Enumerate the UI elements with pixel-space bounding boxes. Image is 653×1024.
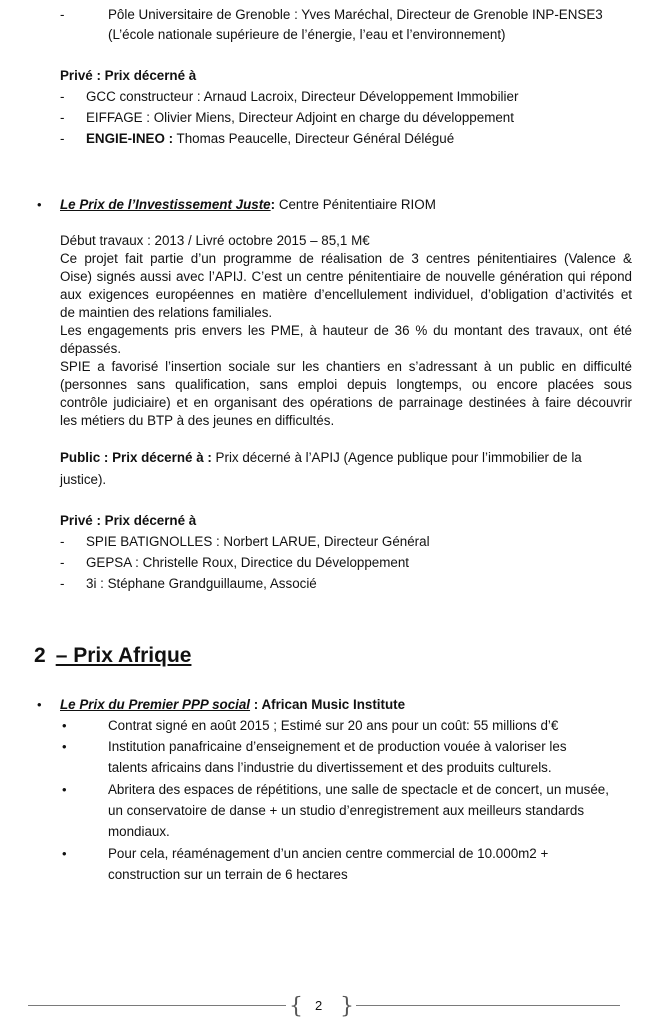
dash-marker: - <box>60 131 65 146</box>
bullet-marker: • <box>37 197 42 212</box>
footer-bracket-left: { <box>289 994 303 1019</box>
list-item-text: SPIE BATIGNOLLES : Norbert LARUE, Directeur Général <box>86 534 430 549</box>
list-item-text: 3i : Stéphane Grandguillaume, Associé <box>86 576 317 591</box>
page-number: 2 <box>315 998 323 1013</box>
list-item-text: Abritera des espaces de répétitions, une salle de spectacle et de concert, un musée, <box>108 782 609 797</box>
paragraph-line: Les engagements pris envers les PME, à hauteur de 36 % du montant des travaux, ont été <box>60 323 632 338</box>
paragraph-line: SPIE a favorisé l’insertion sociale sur les chantiers en s’adressant à un public en difficulté <box>60 359 632 374</box>
public-text-continuation: justice). <box>60 472 107 487</box>
dash-marker: - <box>60 576 65 591</box>
paragraph-line: de maintien des relations familiales. <box>60 305 273 320</box>
paragraph-pme <box>60 322 632 358</box>
list-item-text: mondiaux. <box>108 824 170 839</box>
list-item-text: construction sur un terrain de 6 hectares <box>108 867 348 882</box>
bullet-marker: • <box>62 846 67 861</box>
paragraph-line: contrôle judiciaire) et en organisant des opérations de parrainage destinées à faire découvrir <box>60 395 632 410</box>
list-item-text: EIFFAGE : Olivier Miens, Directeur Adjoint en charge du développement <box>86 110 514 125</box>
public-text: Prix décerné à l’APIJ (Agence publique pour l’immobilier de la <box>211 450 582 465</box>
footer-rule-right <box>356 1005 620 1006</box>
prive-heading: Privé : Prix décerné à <box>60 68 197 83</box>
prize-subject: : African Music Institute <box>250 697 406 712</box>
dates-line: Début travaux : 2013 / Livré octobre 2015 – 85,1 M€ <box>60 233 370 248</box>
footer-rule-left <box>28 1005 286 1006</box>
list-item-text <box>86 130 454 148</box>
list-item-text: Pour cela, réaménagement d’un ancien centre commercial de 10.000m2 + <box>108 846 549 861</box>
dash-marker: - <box>60 555 65 570</box>
prize-title-colon: : <box>270 197 276 212</box>
list-item-text: talents africains dans l’industrie du divertissement et des produits culturels. <box>108 760 552 775</box>
prize-title: Le Prix du Premier PPP social <box>60 697 251 712</box>
prize-subject: Centre Pénitentiaire RIOM <box>275 197 436 212</box>
bullet-marker: • <box>37 697 42 712</box>
dash-marker: - <box>60 7 65 22</box>
paragraph-line: Oise) signés aussi avec l’APIJ. C’est un centre pénitentiaire de nouvelle génération qui répond <box>60 269 632 284</box>
dash-marker: - <box>60 110 65 125</box>
prive-heading: Privé : Prix décerné à <box>60 513 197 528</box>
dash-marker: - <box>60 89 65 104</box>
section-heading <box>34 643 191 669</box>
section-number: 2 <box>34 644 46 667</box>
list-item-text: un conservatoire de danse + un studio d’enregistrement aux meilleurs standards <box>108 803 585 818</box>
paragraph-line: dépassés. <box>60 341 122 356</box>
paragraph-insertion <box>60 358 632 430</box>
paragraph-programme <box>60 250 632 322</box>
prize-title: Le Prix de l’Investissement Juste <box>60 197 271 212</box>
company-name: ENGIE-INEO : <box>86 131 174 146</box>
paragraph-line: Ce projet fait partie d’un programme de réalisation de 3 centres pénitentiaires (Valence & <box>60 251 632 266</box>
public-heading-line <box>60 449 582 467</box>
bullet-marker: • <box>62 739 67 754</box>
list-item-text: Pôle Universitaire de Grenoble : Yves Maréchal, Directeur de Grenoble INP-ENSE3 <box>108 7 603 22</box>
dash-marker: - <box>60 534 65 549</box>
bullet-marker: • <box>62 782 67 797</box>
bullet-marker: • <box>62 718 67 733</box>
paragraph-line: les métiers du BTP à des jeunes en difficultés. <box>60 413 335 428</box>
prize-title-line <box>60 696 405 714</box>
section-title: – Prix Afrique <box>55 644 192 667</box>
paragraph-line: aux exigences européennes en matière d’encellulement individuel, d’obligation d’activités et <box>60 287 632 302</box>
public-heading: Public : Prix décerné à : <box>60 450 212 465</box>
list-item-text: Institution panafricaine d’enseignement et de production vouée à valoriser les <box>108 739 567 754</box>
list-item-text: Contrat signé en août 2015 ; Estimé sur 20 ans pour un coût: 55 millions d’€ <box>108 718 559 733</box>
prize-title-line <box>60 196 436 214</box>
paragraph-line: (personnes sans qualification, sans emploi depuis longtemps, ou encore placées sous <box>60 377 632 392</box>
list-item-text: GEPSA : Christelle Roux, Directice du Développement <box>86 555 410 570</box>
list-item-text: GCC constructeur : Arnaud Lacroix, Directeur Développement Immobilier <box>86 89 519 104</box>
person-text: Thomas Peaucelle, Directeur Général Délégué <box>173 131 455 146</box>
footer-bracket-right: } <box>340 994 354 1019</box>
list-item-text: (L’école nationale supérieure de l’énergie, l’eau et l’environnement) <box>108 27 506 42</box>
